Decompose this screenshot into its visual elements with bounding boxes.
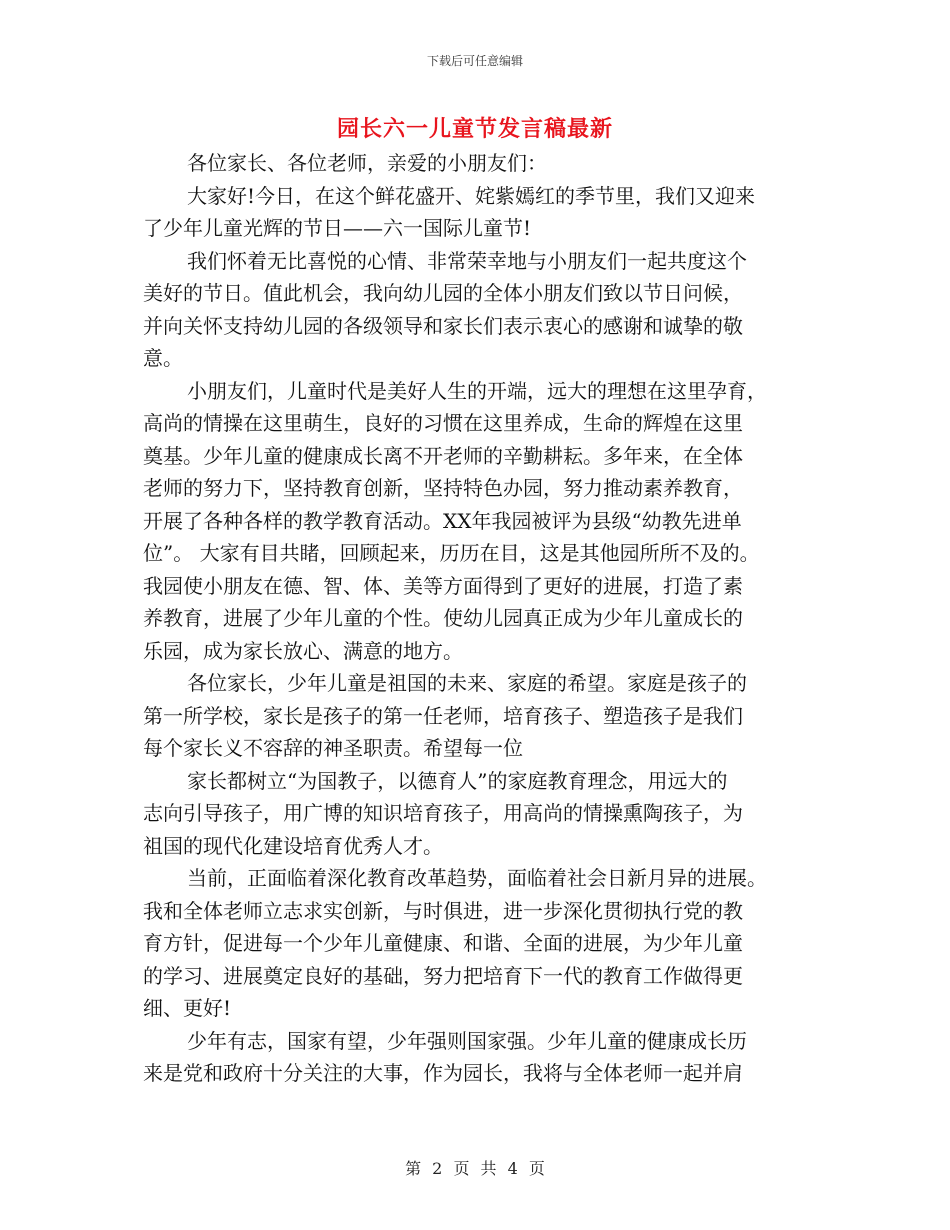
document-title: 园长六一儿童节发言稿最新 [336, 117, 613, 142]
text-line: 了少年儿童光辉的节日——六一国际儿童节! [143, 216, 532, 240]
text-line: 育方针，促进每一个少年儿童健康、和谐、全面的进展，为少年儿童 [143, 931, 743, 955]
text-line: 的学习、进展奠定良好的基础，努力把培育下一代的教育工作做得更 [143, 963, 743, 988]
text-line: 当前，正面临着深化教育改革趋势，面临着社会日新月异的进展。 [187, 866, 767, 890]
text-line: 我们怀着无比喜悦的心情、非常荣幸地与小朋友们一起共度这个 [187, 248, 747, 273]
text-line: 我和全体老师立志求实创新，与时俱进，进一步深化贯彻执行党的教 [143, 898, 743, 923]
document-body [143, 147, 813, 1090]
page-header-note: 下载后可任意编辑 [426, 54, 523, 68]
text-line: 大家好!今日，在这个鲜花盛开、姹紫嫣红的季节里，我们又迎来 [187, 183, 756, 208]
text-line: 美好的节日。值此机会，我向幼儿园的全体小朋友们致以节日问候， [143, 281, 743, 305]
text-line: 祖国的现代化建设培育优秀人才。 [143, 833, 443, 858]
text-line: 高尚的情操在这里萌生，良好的习惯在这里养成，生命的辉煌在这里 [143, 411, 743, 435]
text-line: 每个家长义不容辞的神圣职责。希望每一位 [143, 736, 523, 760]
text-line: 意。 [143, 346, 183, 370]
text-line: 乐园，成为家长放心、满意的地方。 [143, 638, 463, 663]
text-line: 我园使小朋友在德、智、体、美等方面得到了更好的进展，打造了素 [143, 573, 743, 598]
text-line: 奠基。少年儿童的健康成长离不开老师的辛勤耕耘。多年来，在全体 [143, 443, 743, 468]
text-line: 少年有志，国家有望，少年强则国家强。少年儿童的健康成长历 [187, 1028, 747, 1053]
text-line: 第一所学校，家长是孩子的第一任老师，培育孩子、塑造孩子是我们 [143, 703, 743, 728]
text-line: 小朋友们，儿童时代是美好人生的开端，远大的理想在这里孕育， [187, 378, 767, 403]
text-line: 各位家长、各位老师，亲爱的小朋友们： [187, 151, 547, 175]
text-line: 老师的努力下，坚持教育创新，坚持特色办园，努力推动素养教育， [143, 476, 743, 500]
text-line: 志向引导孩子，用广博的知识培育孩子，用高尚的情操熏陶孩子，为 [143, 801, 743, 825]
text-line: 家长都树立“为国教子，以德育人”的家庭教育理念，用远大的 [187, 768, 728, 793]
text-line: 细、更好! [143, 996, 232, 1020]
text-line: 开展了各种各样的教学教育活动。XX年我园被评为县级“幼教先进单 [143, 508, 742, 533]
text-line: 各位家长，少年儿童是祖国的未来、家庭的希望。家庭是孩子的 [187, 671, 747, 695]
text-line: 来是党和政府十分关注的大事，作为园长，我将与全体老师一起并肩 [143, 1061, 743, 1085]
text-line: 养教育，进展了少年儿童的个性。使幼儿园真正成为少年儿童成长的 [143, 606, 743, 630]
text-line: 位”。 大家有目共睹，回顾起来，历历在目，这是其他园所所不及的。 [143, 541, 760, 565]
page-footer-number: 第 2 页 共 4 页 [405, 1159, 545, 1178]
text-line: 并向关怀支持幼儿园的各级领导和家长们表示衷心的感谢和诚挚的敬 [143, 313, 743, 338]
